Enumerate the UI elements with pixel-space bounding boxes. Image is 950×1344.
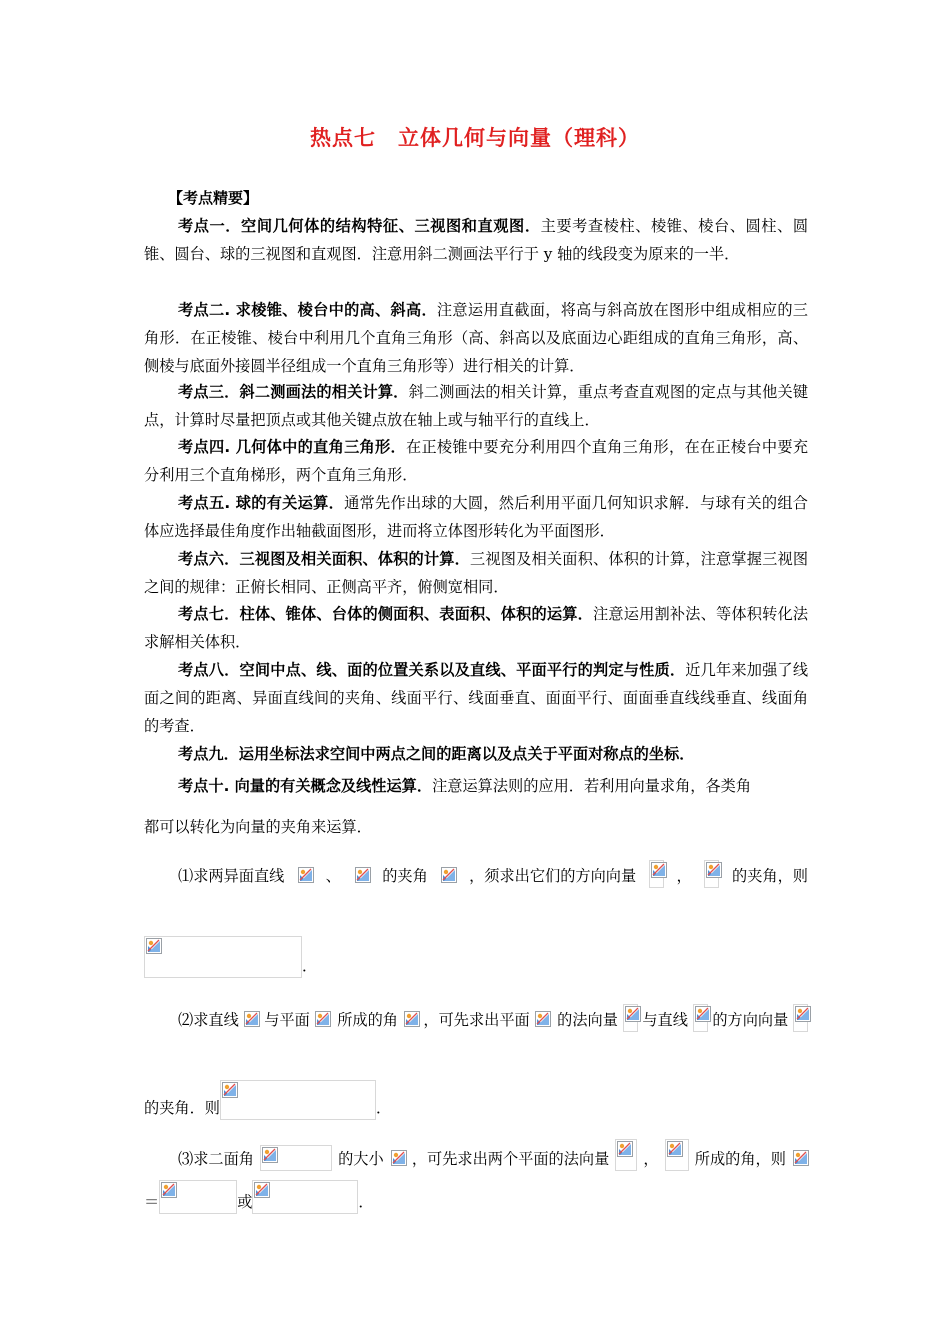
item1-text-f: 的夹角，则 — [732, 867, 808, 885]
item2-text-c: 所成的角 — [337, 1011, 398, 1029]
item2-text-d: ，可先求出平面 — [423, 1011, 530, 1029]
formula-image — [260, 1145, 332, 1171]
formula-image — [534, 1010, 552, 1032]
section-heading: 【考点精要】 — [168, 189, 259, 207]
item3-or: 或 — [237, 1193, 253, 1211]
formula-image — [665, 1139, 689, 1171]
item3-text-a: ⑶求二面角 — [178, 1150, 254, 1168]
formula-item-3 — [178, 1139, 808, 1171]
point-4: 考点四. 几何体中的直角三角形．在正棱锥中要充分利用四个直角三角形，在在正棱台中要充分利用三个直角梯形，两个直角三角形． — [144, 438, 809, 484]
formula-image — [649, 860, 664, 888]
point-7: 考点七．柱体、锥体、台体的侧面积、表面积、体积的运算．注意运用割补法、等体积转化法求解相关体积． — [144, 605, 809, 651]
item2-text-g: 的方向向量 — [712, 1011, 789, 1029]
formula-image — [243, 1010, 259, 1032]
item2-text-e: 的法向量 — [557, 1011, 618, 1029]
item3-end: ． — [358, 1193, 374, 1211]
item2-text-b: 与平面 — [264, 1011, 310, 1029]
formula-image — [793, 1004, 808, 1032]
item1-text-a: ⑴求两异面直线 — [178, 867, 285, 885]
formula-item-2-result — [144, 1080, 808, 1120]
formula-image — [623, 1004, 638, 1032]
item1-text-e: ， — [676, 867, 692, 885]
point-3: 考点三．斜二测画法的相关计算．斜二测画法的相关计算，重点考查直观图的定点与其他关键点，计算时尽量把顶点或其他关键点放在轴上或与轴平行的直线上． — [144, 383, 809, 429]
item2-text-a: ⑵求直线 — [178, 1011, 239, 1029]
formula-image — [297, 866, 313, 888]
point-2: 考点二. 求棱锥、棱台中的高、斜高．注意运用直截面，将高与斜高放在图形中组成相应的三角形．在正棱锥、棱台中利用几个直角三角形（高、斜高以及底面边心距组成的直角三角形，高、侧棱与底面外接圆半径组成一个直角三角形等）进行相关的计算． — [144, 301, 808, 375]
item2-text-f: 与直线 — [642, 1011, 688, 1029]
point-5: 考点五. 球的有关运算．通常先作出球的大圆，然后利用平面几何知识求解．与球有关的组合体应选择最佳角度作出轴截面图形，进而将立体图形转化为平面图形． — [144, 494, 808, 540]
item1-text-c: 的夹角 — [382, 867, 428, 885]
point-6: 考点六．三视图及相关面积、体积的计算．三视图及相关面积、体积的计算，注意掌握三视图之间的规律：正俯长相同、正侧高平齐，俯侧宽相同． — [144, 550, 809, 596]
formula-item-2 — [178, 1004, 808, 1032]
item2-end: ． — [375, 1099, 392, 1117]
item2-line2: 的夹角．则 — [144, 1099, 220, 1117]
formula-image — [220, 1080, 376, 1120]
formula-item-1-result — [144, 936, 808, 978]
formula-image — [440, 866, 456, 888]
formula-image — [693, 1004, 708, 1032]
item3-text-c: ，可先求出两个平面的法向量 — [411, 1150, 610, 1168]
formula-image — [144, 936, 302, 978]
formula-image — [403, 1010, 419, 1032]
item3-text-d: ， — [643, 1150, 659, 1168]
formula-image — [615, 1139, 637, 1171]
page-title: 热点七 立体几何与向量（理科） — [310, 126, 640, 150]
point-8: 考点八．空间中点、线、面的位置关系以及直线、平面平行的判定与性质．近几年来加强了线面之间的距离、异面直线间的夹角、线面平行、线面垂直、面面平行、面面垂直线线垂直、线面角的考查． — [144, 661, 809, 735]
item3-text-e: 所成的角，则 — [694, 1150, 786, 1168]
item3-text-b: 的大小 — [338, 1150, 384, 1168]
point-9: 考点九．运用坐标法求空间中两点之间的距离以及点关于平面对称点的坐标． — [178, 745, 695, 763]
formula-image — [159, 1180, 237, 1214]
item3-line2: ＝ — [144, 1193, 160, 1211]
formula-item-3-result — [144, 1180, 808, 1214]
item1-text-b: 、 — [325, 867, 341, 885]
formula-image — [390, 1149, 406, 1171]
item1-text-d: ，须求出它们的方向向量 — [469, 867, 637, 885]
point-10: 考点十. 向量的有关概念及线性运算．注意运算法则的应用．若利用向量求角，各类角 — [178, 777, 751, 795]
formula-image — [252, 1180, 358, 1214]
formula-image — [314, 1010, 332, 1032]
formula-image — [792, 1149, 808, 1171]
formula-image — [704, 860, 719, 888]
formula-image — [354, 866, 370, 888]
formula-item-1 — [178, 860, 808, 888]
item1-end: ． — [302, 957, 318, 975]
point-10-continued: 都可以转化为向量的夹角来运算． — [144, 818, 372, 836]
point-1: 考点一．空间几何体的结构特征、三视图和直观图．主要考查棱柱、棱锥、棱台、圆柱、圆锥、圆台、球的三视图和直观图．注意用斜二测画法平行于 y 轴的线段变为原来的一半． — [144, 217, 809, 263]
